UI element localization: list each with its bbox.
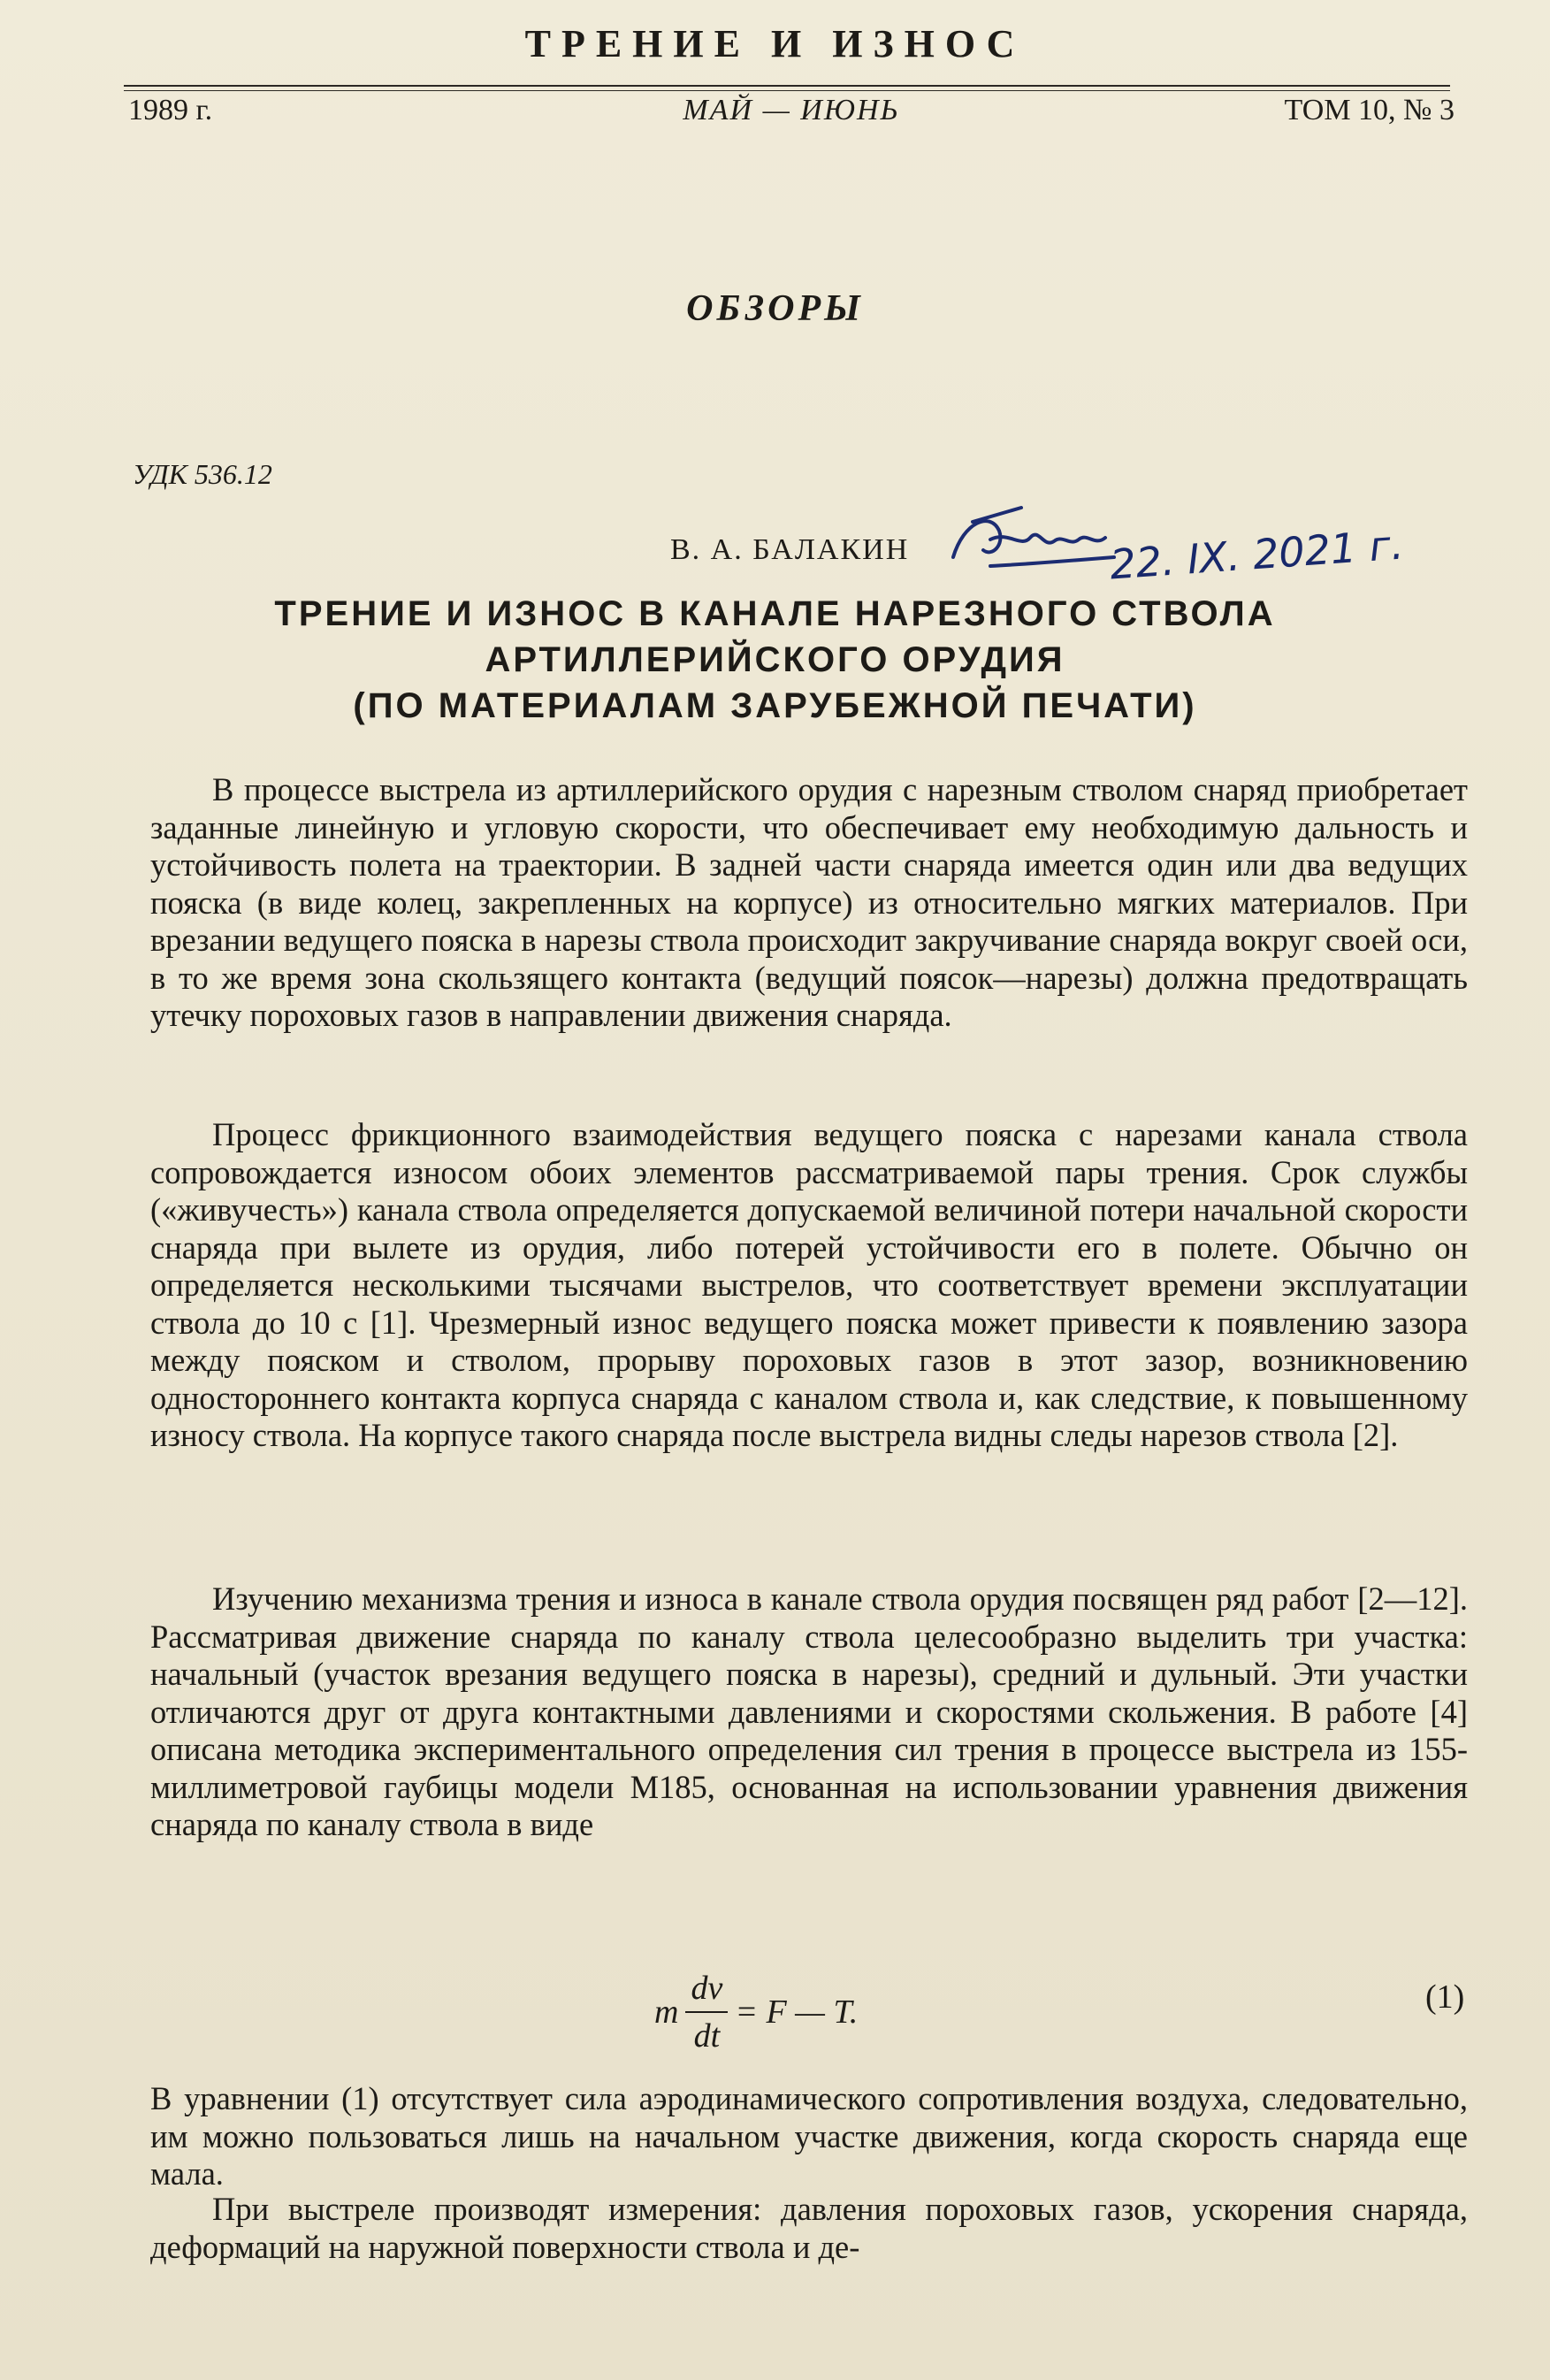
equation-lhs: m [654, 1994, 679, 2031]
issue-year: 1989 г. [128, 94, 213, 126]
issue-months: МАЙ — ИЮНЬ [683, 94, 900, 126]
udc-code: УДК 536.12 [133, 458, 272, 490]
article-title-line-2: АРТИЛЛЕРИЙСКОГО ОРУДИЯ [485, 640, 1065, 679]
header-rule [124, 85, 1450, 87]
paragraph-text: При выстреле производят измерения: давления пороховых газов, ускорения снаряда, деформаций на наружной поверхности ствола и де- [150, 2191, 1468, 2265]
paragraph-text: Изучению механизма трения и износа в канале ствола орудия посвящен ряд работ [2—12]. Рассматривая движение снаряда по каналу ствола целесообразно выделить три участка: начальный (участок врезания ведущего пояска в нарезы), средний и дульный. Эти участки отличаются друг от друга контактными давлениями и скоростями скольжения. В работе [4] описана методика экспериментального определения сил трения в процессе выстрела из 155-миллиметровой гаубицы модели М185, основанная на использовании уравнения движения снаряда по каналу ствола в виде [150, 1580, 1468, 1842]
header-rule-thin [124, 90, 1450, 91]
paragraph-1 [150, 771, 1468, 1035]
handwritten-date: 22. IX. 2021 г. [1108, 520, 1406, 589]
equation-number: (1) [1425, 1978, 1465, 2016]
issue-volume: ТОМ 10, № 3 [1284, 94, 1455, 126]
equation-fraction [685, 1969, 728, 2055]
equation-rhs: = F — T. [735, 1994, 859, 2031]
equation-denominator: dt [693, 2017, 721, 2055]
paragraph-5 [150, 2191, 1468, 2266]
paragraph-text: Процесс фрикционного взаимодействия ведущего пояска с нарезами канала ствола сопровождается износом обоих элементов рассматриваемой пары трения. Срок службы («живучесть») канала ствола определяется допускаемой величиной потери начальной скорости снаряда при вылете из орудия, либо потерей устойчивости его в полете. Обычно он определяется несколькими тысячами выстрелов, что соответствует времени эксплуатации ствола до 10 с [1]. Чрезмерный износ ведущего пояска может привести к появлению зазора между пояском и стволом, прорыву пороховых газов в этот зазор, возникновению одностороннего контакта корпуса снаряда с каналом ствола и, как следствие, к повышенному износу ствола. На корпусе такого снаряда после выстрела видны следы нарезов ствола [2]. [150, 1116, 1468, 1453]
issue-info [128, 94, 1455, 138]
paragraph-2 [150, 1116, 1468, 1455]
paragraph-4 [150, 2080, 1468, 2193]
equation-numerator: dv [685, 1969, 728, 2013]
section-title: ОБЗОРЫ [686, 288, 864, 329]
article-title-line-3: (ПО МАТЕРИАЛАМ ЗАРУБЕЖНОЙ ПЕЧАТИ) [353, 686, 1197, 725]
paragraph-text: В процессе выстрела из артиллерийского орудия с нарезным стволом снаряд приобретает заданные линейную и угловую скорости, что обеспечивает ему необходимую дальность и устойчивость полета на траектории. В задней части снаряда имеется один или два ведущих пояска (в виде колец, закрепленных на корпусе) из относительно мягких материалов. При врезании ведущего пояска в нарезы ствола происходит закручивание снаряда вокруг своей оси, в то же время зона скользящего контакта (ведущий поясок—нарезы) должна предотвращать утечку пороховых газов в направлении движения снаряда. [150, 771, 1468, 1033]
equation-1 [654, 1959, 858, 2065]
author-name: В. А. БАЛАКИН [670, 533, 910, 566]
paragraph-3 [150, 1580, 1468, 1844]
article-title [0, 591, 1550, 729]
paragraph-text: В уравнении (1) отсутствует сила аэродинамического сопротивления воздуха, следовательно, им можно пользоваться лишь на начальном участке движения, когда скорость снаряда еще мала. [150, 2080, 1468, 2192]
journal-title: ТРЕНИЕ И ИЗНОС [524, 22, 1026, 65]
article-title-line-1: ТРЕНИЕ И ИЗНОС В КАНАЛЕ НАРЕЗНОГО СТВОЛА [274, 594, 1276, 633]
